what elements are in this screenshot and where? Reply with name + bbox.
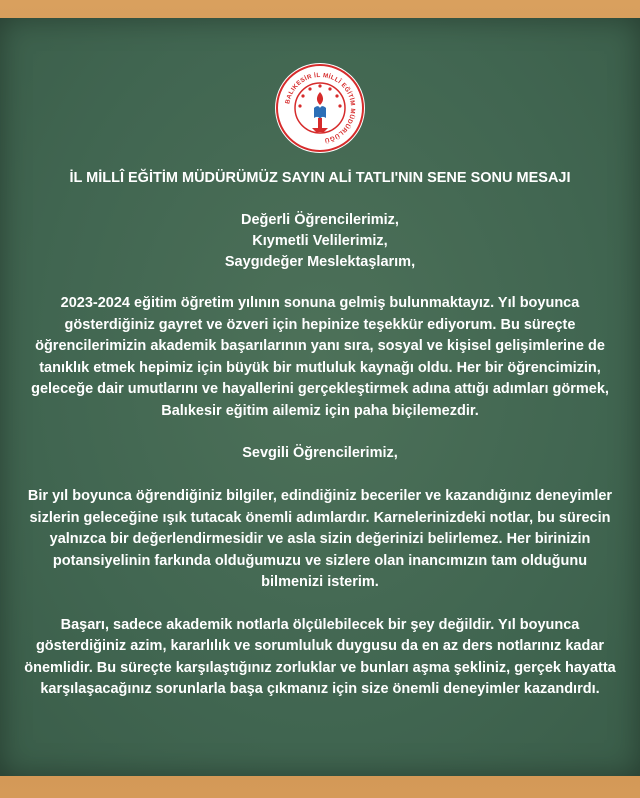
logo-ring-text: BALIKESİR İL MİLLÎ EĞİTİM MÜDÜRLÜĞÜ	[284, 71, 357, 144]
paragraph-2: Bir yıl boyunca öğrendiğiniz bilgiler, edindiğiniz beceriler ve kazandığınız deneyimler sizlerin geleceğine ışık tutacak önemli adımlardır. Karnelerinizdeki notlar, bu sürecin yalnızca bir değerlendirmesidir ve asla sizin değerinizi belirlemez. Her birinizin potansiyelinin farkında olduğumuzu ve sizlere olan inancımızın tam olduğunu bilmenizi isterim.	[27, 488, 613, 590]
salutation-students: Değerli Öğrencilerimiz,	[241, 212, 399, 228]
message-content	[20, 168, 620, 722]
paragraph-1: 2023-2024 eğitim öğretim yılının sonuna gelmiş bulunmaktayız. Yıl boyunca gösterdiğiniz gayret ve özveri için hepinize teşekkür ediyorum. Bu süreçte öğrencilerimizin akademik başarılarının yanı sıra, sosyal ve kişisel gelişimlerine de tanıklık etmek hepimiz için büyük bir mutluluk kaynağı oldu. Her bir öğrencimizin, geleceğe dair umutlarını ve hayallerini gerçekleştirmek adına attığı adımları görmek, Balıkesir eğitim ailemiz için paha biçilemezdir.	[31, 295, 609, 419]
salutation-colleagues: Saygıdeğer Meslektaşlarım,	[224, 254, 416, 270]
salutations	[20, 210, 620, 273]
salutation-parents: Kıymetli Velilerimiz,	[252, 233, 388, 249]
students-greeting: Sevgili Öğrencilerimiz,	[242, 445, 398, 461]
paragraph-3: Başarı, sadece akademik notlarla ölçülebilecek bir şey değildir. Yıl boyunca gösterdiğiniz azim, kararlılık ve sorumluluk duygusu da en az ders notlarınız kadar önemlidir. Bu süreçte karşılaştığınız zorluklar ve bunları aşma şekliniz, gerçek hayatta karşılaşacağınız sorunlarla başa çıkmanız için size önemli deneyimler kazandırdı.	[24, 616, 616, 697]
ministry-logo	[274, 62, 366, 154]
message-title: İL MİLLÎ EĞİTİM MÜDÜRÜMÜZ SAYIN ALİ TATLI'NIN SENE SONU MESAJI	[69, 170, 571, 186]
chalkboard	[0, 18, 640, 776]
